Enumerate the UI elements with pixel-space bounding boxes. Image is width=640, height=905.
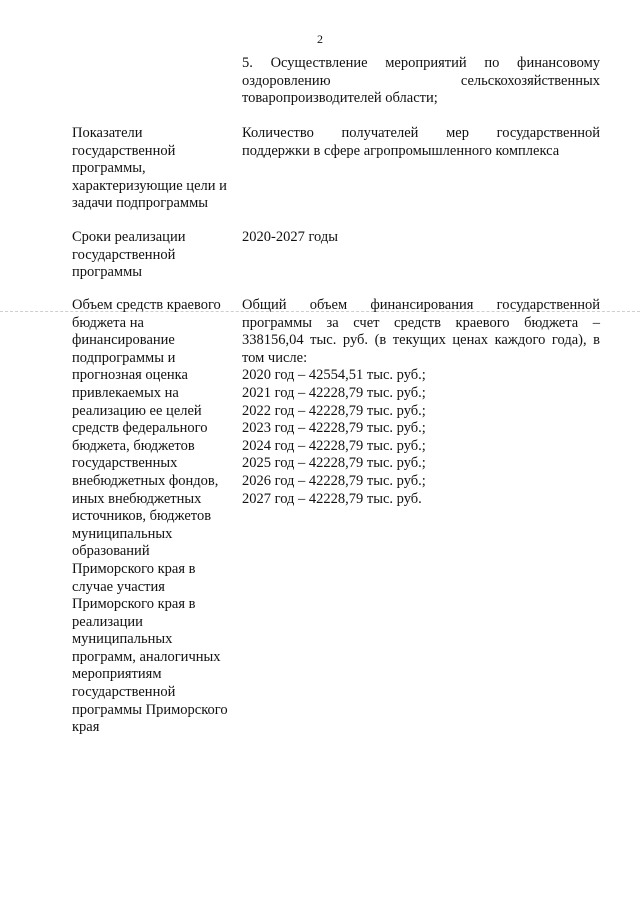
text-line: товаропроизводителей области; (242, 90, 438, 107)
funding-year-line: 2022 год – 42228,79 тыс. руб.; (242, 402, 426, 419)
funding-year-line: 2027 год – 42228,79 тыс. руб. (242, 490, 422, 507)
row-label (72, 125, 242, 213)
text-line: привлекаемых на (72, 384, 179, 401)
text-line: мероприятиям (72, 666, 162, 683)
row-value (242, 229, 600, 247)
text-line: Показатели (72, 125, 143, 141)
text-line: том числе: (242, 349, 308, 366)
funding-year-line: 2026 год – 42228,79 тыс. руб.; (242, 472, 426, 489)
text-line: края (72, 719, 100, 736)
text-line: финансирование (72, 332, 175, 349)
text-line: Объем средств краевого (72, 297, 221, 313)
funding-year-line: 2024 год – 42228,79 тыс. руб.; (242, 437, 426, 454)
text-line: реализацию ее целей (72, 402, 202, 419)
text-line: 2020-2027 годы (242, 229, 338, 245)
text-line: программы за счет средств краевого бюджета – (242, 314, 600, 331)
text-line: характеризующие цели и (72, 177, 227, 194)
text-line: источников, бюджетов (72, 508, 212, 525)
text-line: внебюджетных фондов, (72, 472, 219, 489)
text-line: случае участия (72, 578, 165, 595)
text-line: иных внебюджетных (72, 490, 202, 507)
text-line: средств федерального (72, 420, 208, 437)
row-label (72, 297, 242, 737)
text-line: 5. Осуществление мероприятий по финансовому (242, 55, 600, 71)
text-line: Приморского края в (72, 560, 196, 577)
text-line: бюджета на (72, 314, 144, 331)
funding-year-line: 2023 год – 42228,79 тыс. руб.; (242, 420, 426, 437)
funding-year-line: 2020 год – 42554,51 тыс. руб.; (242, 367, 426, 384)
funding-year-line: 2021 год – 42228,79 тыс. руб.; (242, 384, 426, 401)
text-line: государственной (72, 142, 176, 159)
text-line: Общий объем финансирования государственной (242, 297, 600, 313)
page-number: 2 (317, 32, 323, 46)
section-intro-text (242, 55, 600, 108)
text-line: реализации (72, 613, 143, 630)
text-line: государственной (72, 246, 176, 263)
row-value (242, 297, 600, 508)
row-value (242, 125, 600, 160)
text-line: программ, аналогичных (72, 648, 221, 665)
text-line: оздоровлению сельскохозяйственных (242, 72, 600, 89)
text-line: Приморского края в (72, 596, 196, 613)
text-line: государственных (72, 455, 178, 472)
text-line: Сроки реализации (72, 229, 186, 245)
text-line: муниципальных (72, 525, 173, 542)
text-line: программы Приморского (72, 701, 228, 718)
row-label (72, 229, 242, 282)
funding-year-line: 2025 год – 42228,79 тыс. руб.; (242, 455, 426, 472)
text-line: образований (72, 543, 150, 560)
text-line: прогнозная оценка (72, 367, 188, 384)
text-line: муниципальных (72, 631, 173, 648)
text-line: программы (72, 264, 142, 281)
text-line: Количество получателей мер государственной (242, 125, 600, 141)
text-line: подпрограммы и (72, 349, 176, 366)
text-line: государственной (72, 684, 176, 701)
text-line: 338156,04 тыс. руб. (в текущих ценах каждого года), в (242, 332, 600, 349)
text-line: программы, (72, 160, 146, 177)
text-line: задачи подпрограммы (72, 195, 209, 212)
text-line: поддержки в сфере агропромышленного комплекса (242, 142, 560, 159)
text-line: бюджета, бюджетов (72, 437, 195, 454)
